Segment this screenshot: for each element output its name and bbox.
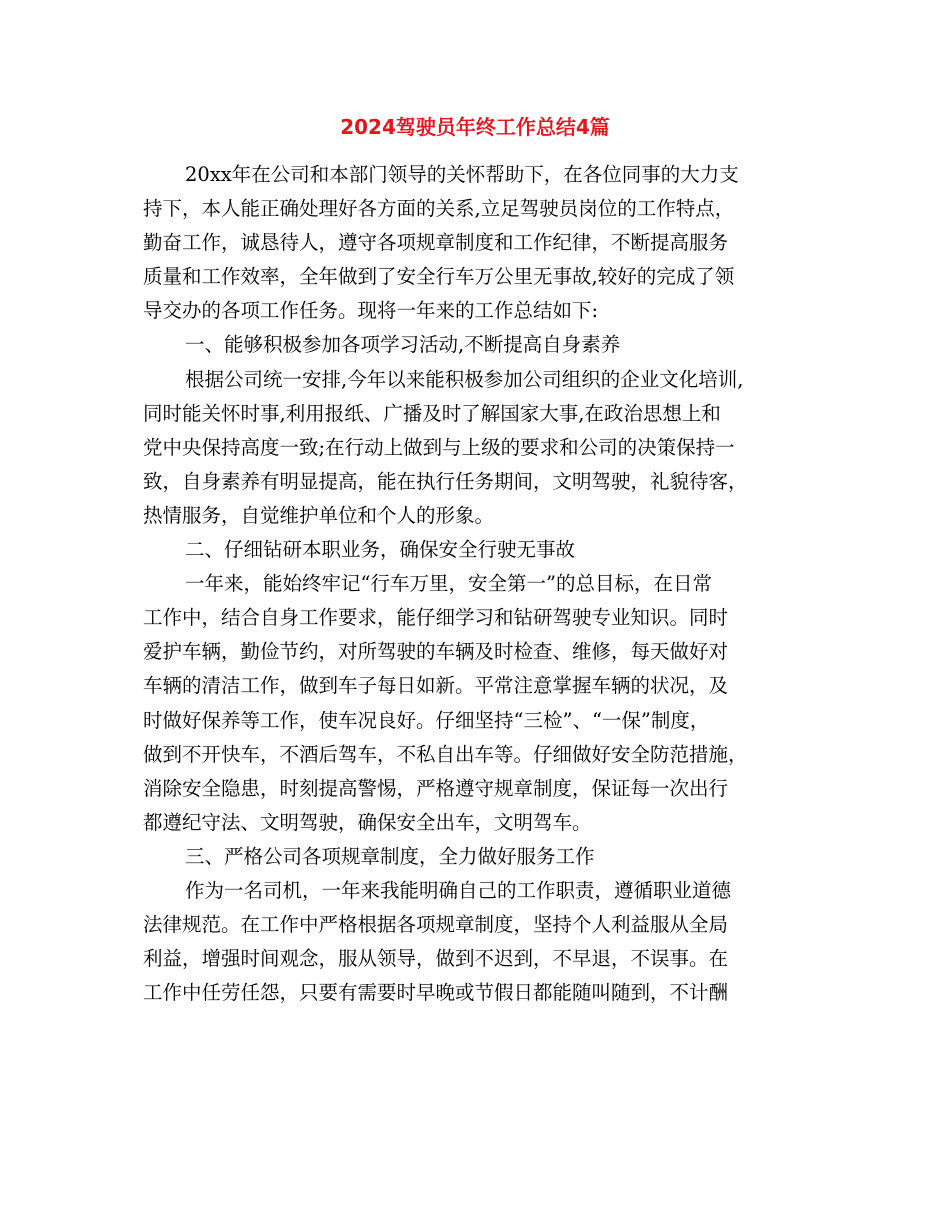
- text-line: 三、严格公司各项规章制度，全力做好服务工作: [185, 844, 595, 868]
- document-body: [143, 158, 813, 1010]
- text-line: 根据公司统一安排,今年以来能积极参加公司组织的企业文化培训,: [185, 367, 744, 391]
- text-line: 持下，本人能正确处理好各方面的关系,立足驾驶员岗位的工作特点，: [143, 197, 735, 221]
- text-line: 工作中任劳任怨，只要有需要时早晚或节假日都能随叫随到，不计酬: [143, 981, 729, 1005]
- text-line: 勤奋工作，诚恳待人，遵守各项规章制度和工作纪律，不断提高服务: [143, 231, 729, 255]
- text-line: 质量和工作效率，全年做到了安全行车万公里无事故,较好的完成了领: [143, 265, 735, 289]
- text-line: 时做好保养等工作，使车况良好。仔细坚持“三检”、“一保”制度，: [143, 708, 710, 732]
- text-line: 20xx年在公司和本部门领导的关怀帮助下，在各位同事的大力支: [185, 163, 739, 186]
- text-line: 一、能够积极参加各项学习活动,不断提高自身素养: [185, 333, 621, 357]
- text-line: 都遵纪守法、文明驾驶，确保安全出车，文明驾车。: [143, 810, 592, 834]
- text-line: 热情服务，自觉维护单位和个人的形象。: [143, 503, 495, 527]
- text-line: 同时能关怀时事,利用报纸、广播及时了解国家大事,在政治思想上和: [143, 401, 721, 425]
- text-line: 车辆的清洁工作，做到车子每日如新。平常注意掌握车辆的状况，及: [143, 674, 729, 698]
- text-line: 工作中，结合自身工作要求，能仔细学习和钻研驾驶专业知识。同时: [143, 606, 729, 630]
- text-line: 做到不开快车，不酒后驾车，不私自出车等。仔细做好安全防范措施，: [143, 742, 748, 766]
- text-line: 导交办的各项工作任务。现将一年来的工作总结如下:: [143, 299, 599, 323]
- text-line: 党中央保持高度一致;在行动上做到与上级的要求和公司的决策保持一: [143, 435, 735, 459]
- text-line: 爱护车辆，勤俭节约，对所驾驶的车辆及时检查、维修，每天做好对: [143, 640, 729, 664]
- text-line: 利益，增强时间观念，服从领导，做到不迟到，不早退，不误事。在: [143, 947, 729, 971]
- text-line: 作为一名司机，一年来我能明确自己的工作职责，遵循职业道德: [185, 878, 732, 902]
- text-line: 二、仔细钻研本职业务，确保安全行驶无事故: [185, 538, 576, 562]
- text-line: 法律规范。在工作中严格根据各项规章制度，坚持个人利益服从全局: [143, 913, 729, 937]
- document-title: 2024驾驶员年终工作总结4篇: [340, 115, 610, 139]
- text-line: 一年来，能始终牢记“行车万里，安全第一”的总目标，在日常: [185, 572, 712, 596]
- text-line: 消除安全隐患，时刻提高警惕，严格遵守规章制度，保证每一次出行: [143, 776, 729, 800]
- text-line: 致，自身素养有明显提高，能在执行任务期间，文明驾驶，礼貌待客，: [143, 469, 748, 493]
